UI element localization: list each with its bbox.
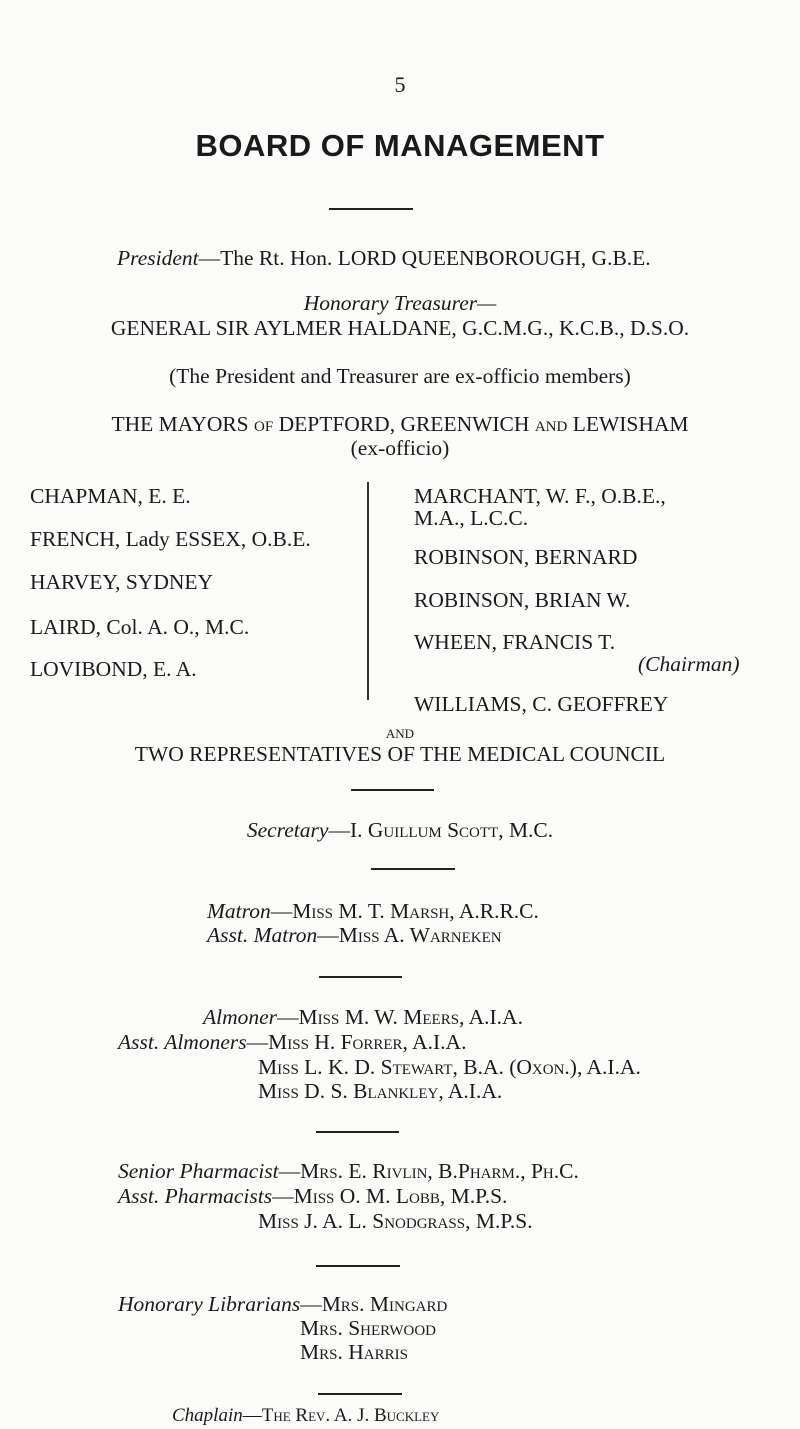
almoner-label: Almoner <box>203 1005 278 1029</box>
asst-almoner-name: Miss L. K. D. Stewart, B.A. (Oxon.), A.I.A. <box>258 1055 641 1079</box>
secretary-line <box>0 818 800 843</box>
asst-pharmacist-name: Miss O. M. Lobb, M.P.S. <box>293 1184 508 1208</box>
page-number: 5 <box>394 72 406 97</box>
representatives-line: TWO REPRESENTATIVES OF THE MEDICAL COUNCIL <box>134 742 666 766</box>
chaplain-line <box>172 1405 439 1427</box>
member-left: LAIRD, Col. A. O., M.C. <box>30 615 250 639</box>
dash: — <box>278 1159 301 1183</box>
president-name: The Rt. Hon. LORD QUEENBOROUGH, G.B.E. <box>220 246 651 270</box>
asst-pharmacist-name: Miss J. A. L. Snodgrass, M.P.S. <box>258 1209 533 1233</box>
matron-name: Miss M. T. Marsh, A.R.R.C. <box>292 899 539 923</box>
dash: — <box>277 1005 299 1029</box>
president-line <box>117 246 651 271</box>
member-right: WILLIAMS, C. GEOFFREY <box>414 692 669 716</box>
chairman-note: (Chairman) <box>638 652 740 676</box>
divider <box>351 789 434 791</box>
asst-almoner-name: Miss D. S. Blankley, A.I.A. <box>258 1079 503 1103</box>
mayors-and: and <box>534 412 568 436</box>
member-left: LOVIBOND, E. A. <box>30 657 197 681</box>
divider <box>329 208 413 210</box>
senior-pharmacist-line <box>118 1159 579 1184</box>
treasurer-line <box>0 291 800 316</box>
chairman-label: Chairman <box>645 652 733 676</box>
dash: — <box>242 1405 262 1426</box>
member-left: HARVEY, SYDNEY <box>30 570 214 594</box>
treasurer-name: GENERAL SIR AYLMER HALDANE, G.C.M.G., K.C.B., D.S.O. <box>110 316 690 340</box>
dash: — <box>198 246 221 270</box>
asst-pharmacists-line <box>118 1184 507 1209</box>
divider <box>371 868 455 870</box>
secretary-label: Secretary <box>246 818 329 842</box>
and-word: and <box>385 722 415 742</box>
member-right: ROBINSON, BERNARD <box>414 545 638 569</box>
dash: — <box>317 923 339 947</box>
treasurer-label: Honorary Treasurer <box>303 291 478 315</box>
librarian-name: Mrs. Mingard <box>321 1292 448 1316</box>
member-right-cont: M.A., L.C.C. <box>414 506 529 530</box>
mayors-part-3: LEWISHAM <box>572 412 689 436</box>
senior-pharmacist-label: Senior Pharmacist <box>118 1159 279 1183</box>
librarians-line <box>118 1292 447 1317</box>
senior-pharmacist-name: Mrs. E. Rivlin, B.Pharm., Ph.C. <box>300 1159 579 1183</box>
matron-label: Matron <box>207 899 271 923</box>
asst-matron-label: Asst. Matron <box>207 923 318 947</box>
mayors-ex-officio: (ex-officio) <box>350 436 450 460</box>
asst-almoners-label: Asst. Almoners <box>118 1030 247 1054</box>
column-divider <box>367 482 369 700</box>
librarian-name: Mrs. Sherwood <box>300 1316 436 1340</box>
asst-pharmacists-label: Asst. Pharmacists <box>118 1184 273 1208</box>
mayors-of: of <box>254 412 274 436</box>
dash: — <box>270 899 293 923</box>
member-left: FRENCH, Lady ESSEX, O.B.E. <box>30 527 311 551</box>
asst-almoner-name: Miss H. Forrer, A.I.A. <box>268 1030 467 1054</box>
divider <box>318 1393 402 1395</box>
divider <box>316 1131 399 1133</box>
member-right: MARCHANT, W. F., O.B.E., <box>414 484 666 508</box>
librarians-label: Honorary Librarians <box>118 1292 301 1316</box>
divider <box>319 976 402 978</box>
asst-matron-name: Miss A. Warneken <box>338 923 502 947</box>
dash: — <box>246 1030 269 1054</box>
dash: — <box>477 291 497 315</box>
page-title: BOARD OF MANAGEMENT <box>195 128 605 163</box>
dash: — <box>272 1184 294 1208</box>
mayors-part-1: THE MAYORS <box>111 412 249 436</box>
librarian-name: Mrs. Harris <box>300 1340 408 1364</box>
divider <box>316 1265 400 1267</box>
asst-almoners-line <box>118 1030 466 1055</box>
chaplain-name: The Rev. A. J. Buckley <box>261 1405 440 1426</box>
almoner-line <box>203 1005 523 1030</box>
almoner-name: Miss M. W. Meers, A.I.A. <box>298 1005 523 1029</box>
chaplain-label: Chaplain <box>172 1405 243 1426</box>
mayors-line <box>0 412 800 437</box>
member-right: ROBINSON, BRIAN W. <box>414 588 631 612</box>
secretary-name: I. Guillum Scott, M.C. <box>349 818 554 842</box>
matron-line <box>207 899 539 924</box>
dash: — <box>300 1292 322 1316</box>
asst-matron-line <box>207 923 502 948</box>
mayors-part-2: DEPTFORD, GREENWICH <box>278 412 530 436</box>
ex-officio-note: (The President and Treasurer are ex-officio members) <box>169 364 631 388</box>
member-left: CHAPMAN, E. E. <box>30 484 191 508</box>
member-right: WHEEN, FRANCIS T. <box>414 630 616 654</box>
president-label: President <box>117 246 199 270</box>
dash: — <box>328 818 350 842</box>
